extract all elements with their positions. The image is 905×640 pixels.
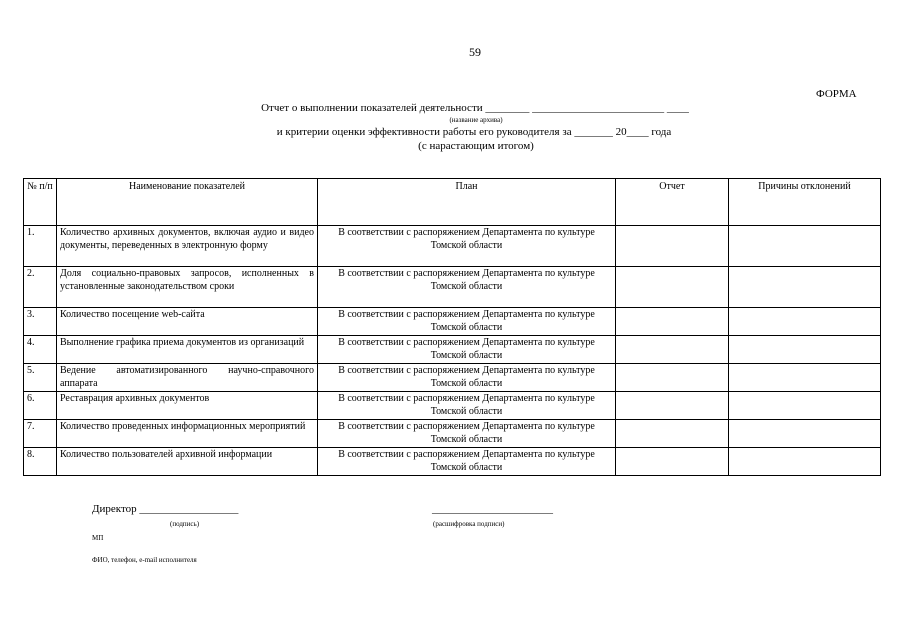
report-title: Отчет о выполнении показателей деятельности ________ ________________________ ____: [261, 102, 689, 114]
table-row: [24, 420, 881, 448]
page-number: 59: [469, 45, 481, 59]
reasons-cell: [729, 308, 881, 336]
report-cell: [616, 448, 729, 476]
column-header-plan: План: [318, 179, 616, 226]
archive-name-caption: (название архива): [449, 116, 503, 124]
reasons-cell: [729, 226, 881, 267]
indicator-name: Доля социально-правовых запросов, исполненных в установленные законодательством сроки: [57, 267, 318, 308]
row-number: 8.: [24, 448, 57, 476]
plan-cell: В соответствии с распоряжением Департамента по культуре Томской области: [318, 308, 616, 336]
indicator-name: Количество посещение web-сайта: [57, 308, 318, 336]
signature-decode-line: ______________________: [432, 503, 553, 515]
report-cell: [616, 226, 729, 267]
contact-label: ФИО, телефон, e-mail исполнителя: [92, 556, 197, 564]
row-number: 5.: [24, 364, 57, 392]
table-row: [24, 308, 881, 336]
table-row: [24, 392, 881, 420]
indicator-name: Количество архивных документов, включая аудио и видео документы, переведенных в электронную форму: [57, 226, 318, 267]
indicator-name: Выполнение графика приема документов из организаций: [57, 336, 318, 364]
row-number: 3.: [24, 308, 57, 336]
report-cell: [616, 336, 729, 364]
report-cell: [616, 420, 729, 448]
column-header-indicator: Наименование показателей: [57, 179, 318, 226]
reasons-cell: [729, 364, 881, 392]
signature-caption: (подпись): [170, 520, 200, 528]
decode-caption: (расшифровка подписи): [433, 520, 505, 528]
table-row: [24, 448, 881, 476]
reasons-cell: [729, 448, 881, 476]
column-header-report: Отчет: [616, 179, 729, 226]
table-row: [24, 336, 881, 364]
report-cell: [616, 267, 729, 308]
reasons-cell: [729, 392, 881, 420]
row-number: 1.: [24, 226, 57, 267]
indicators-table: [23, 178, 881, 476]
reasons-cell: [729, 336, 881, 364]
cumulative-note: (с нарастающим итогом): [418, 140, 534, 152]
indicator-name: Ведение автоматизированного научно-справочного аппарата: [57, 364, 318, 392]
report-subtitle: и критерии оценки эффективности работы его руководителя за _______ 20____ года: [276, 126, 672, 138]
director-signature-line: Директор __________________: [92, 503, 239, 515]
plan-cell: В соответствии с распоряжением Департамента по культуре Томской области: [318, 267, 616, 308]
row-number: 4.: [24, 336, 57, 364]
plan-cell: В соответствии с распоряжением Департамента по культуре Томской области: [318, 448, 616, 476]
plan-cell: В соответствии с распоряжением Департамента по культуре Томской области: [318, 336, 616, 364]
report-cell: [616, 308, 729, 336]
reasons-cell: [729, 267, 881, 308]
table-row: [24, 364, 881, 392]
table-row: [24, 267, 881, 308]
plan-cell: В соответствии с распоряжением Департамента по культуре Томской области: [318, 392, 616, 420]
plan-cell: В соответствии с распоряжением Департамента по культуре Томской области: [318, 226, 616, 267]
column-header-number: № п/п: [24, 179, 57, 226]
indicator-name: Количество пользователей архивной информации: [57, 448, 318, 476]
plan-cell: В соответствии с распоряжением Департамента по культуре Томской области: [318, 420, 616, 448]
table-header-row: [24, 179, 881, 226]
row-number: 7.: [24, 420, 57, 448]
seal-label: МП: [92, 534, 104, 542]
reasons-cell: [729, 420, 881, 448]
plan-cell: В соответствии с распоряжением Департамента по культуре Томской области: [318, 364, 616, 392]
report-cell: [616, 364, 729, 392]
row-number: 6.: [24, 392, 57, 420]
table-row: [24, 226, 881, 267]
row-number: 2.: [24, 267, 57, 308]
indicator-name: Количество проведенных информационных мероприятий: [57, 420, 318, 448]
form-label: ФОРМА: [816, 88, 857, 100]
report-cell: [616, 392, 729, 420]
column-header-reasons: Причины отклонений: [729, 179, 881, 226]
indicator-name: Реставрация архивных документов: [57, 392, 318, 420]
